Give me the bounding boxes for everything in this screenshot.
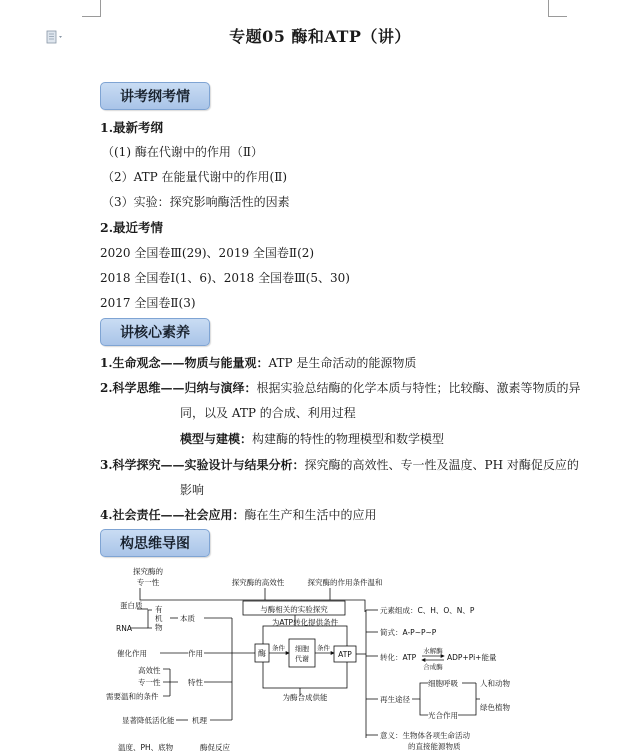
section-banner-outline: 讲考纲考情 (100, 82, 210, 110)
literacy-item-2 (100, 379, 581, 396)
literacy-text: 酶在生产和生活中的应用 (244, 508, 377, 522)
label-atp-supply: 为ATP转化提供条件 (271, 618, 339, 627)
syllabus-item: （(1) 酶在代谢中的作用（Ⅱ） (102, 145, 263, 159)
label-explore-efficiency: 探究酶的高效性 (231, 578, 285, 587)
label-organic: 有 (155, 605, 163, 614)
literacy-text: 探究酶的高效性、专一性及温度、PH 对酶促反应的 (304, 458, 579, 472)
label-essence: 本质 (180, 614, 195, 623)
label-elements: 元素组成：C、H、O、N、P (380, 606, 475, 615)
label-condition: 条件 (317, 644, 330, 652)
exam-reference: 2020 全国卷Ⅲ(29)、2019 全国卷Ⅱ(2) (100, 246, 315, 260)
label-energy-supply: 为酶合成供能 (282, 693, 328, 702)
label-meaning: 意义：生物体各项生命活动 (380, 731, 470, 740)
label-catalysis: 催化作用 (117, 649, 147, 658)
label-synthase: 合成酶 (423, 663, 443, 671)
literacy-text: 构建酶的特性的物理模型和数学模型 (252, 432, 445, 446)
label-mild-conditions: 需要温和的条件 (106, 692, 159, 701)
literacy-text-continued: 同，以及 ATP 的合成、利用过程 (180, 406, 356, 420)
label-green-plants: 绿色植物 (480, 703, 510, 712)
label-humans-animals: 人和动物 (480, 679, 510, 688)
label-explore-specificity: 专一性 (136, 578, 160, 587)
literacy-label: 3.科学探究——实验设计与结果分析： (100, 458, 305, 472)
section-banner-mindmap: 构思维导图 (100, 529, 210, 557)
literacy-label: 4.社会责任——社会应用： (100, 508, 245, 522)
label-organic: 机 (155, 614, 163, 623)
mind-map-diagram (0, 560, 640, 753)
document-title: 专题05 酶和ATP（讲） (229, 27, 411, 46)
page-corner-mark-left (82, 0, 101, 17)
syllabus-item: （3）实验：探究影响酶活性的因素 (102, 195, 290, 209)
label-characteristics: 特性 (188, 678, 203, 687)
literacy-text: ATP 是生命活动的能源物质 (268, 356, 417, 370)
label-enzyme: 酶 (258, 649, 266, 658)
page-corner-mark-right (548, 0, 567, 17)
label-explore-specificity: 探究酶的 (133, 567, 163, 576)
literacy-item-3 (100, 456, 579, 473)
label-respiration: 细胞呼吸 (428, 679, 458, 688)
label-reaction: 酶促反应 (200, 743, 230, 752)
literacy-text-continued: 影响 (180, 483, 205, 497)
label-lower-energy: 显著降低活化能 (122, 716, 175, 725)
label-regeneration: 再生途径 (380, 695, 410, 704)
label-meaning: 的直接能源物质 (408, 742, 461, 751)
label-function: 作用 (188, 649, 203, 658)
label-condition: 条件 (272, 644, 285, 652)
literacy-label: 1.生命观念——物质与能量观： (100, 356, 269, 370)
heading-recent-exams: 2.最近考情 (100, 220, 164, 235)
label-mechanism: 机理 (192, 716, 207, 725)
label-temp-ph: 温度、PH、底物 (118, 743, 174, 752)
literacy-item-1 (100, 354, 416, 371)
syllabus-item: （2）ATP 在能量代谢中的作用(Ⅱ) (102, 170, 288, 184)
label-explore-conditions: 探究酶的作用条件温和 (307, 578, 383, 587)
label-organic: 物 (155, 623, 163, 632)
label-metabolism: 细胞 (295, 645, 309, 653)
literacy-item-4 (100, 506, 377, 523)
label-rna: RNA (116, 624, 132, 633)
label-products: ADP+Pi+能量 (447, 653, 497, 662)
label-experiments: 与酶相关的实验探究 (260, 605, 328, 614)
exam-reference: 2018 全国卷Ⅰ(1、6)、2018 全国卷Ⅲ(5、30) (100, 271, 350, 285)
literacy-text: 根据实验总结酶的化学本质与特性；比较酶、激素等物质的异 (256, 381, 581, 395)
label-photosynthesis: 光合作用 (428, 711, 458, 720)
section-banner-literacy: 讲核心素养 (100, 318, 210, 346)
heading-latest-syllabus: 1.最新考纲 (100, 120, 164, 135)
label-conversion: 转化：ATP (380, 653, 417, 662)
literacy-label: 2.科学思维——归纳与演绎： (100, 381, 257, 395)
exam-reference: 2017 全国卷Ⅱ(3) (100, 296, 196, 310)
label-protein: 蛋白质 (120, 601, 143, 610)
literacy-label: 模型与建模： (180, 432, 253, 446)
label-structure: 简式：A-P~P~P (380, 628, 437, 637)
label-atp: ATP (338, 650, 352, 659)
literacy-item-2b (180, 430, 444, 447)
label-metabolism: 代谢 (295, 655, 309, 663)
label-specificity: 专一性 (138, 678, 161, 687)
label-hydrolase: 水解酶 (423, 647, 443, 655)
label-high-efficiency: 高效性 (138, 666, 161, 675)
